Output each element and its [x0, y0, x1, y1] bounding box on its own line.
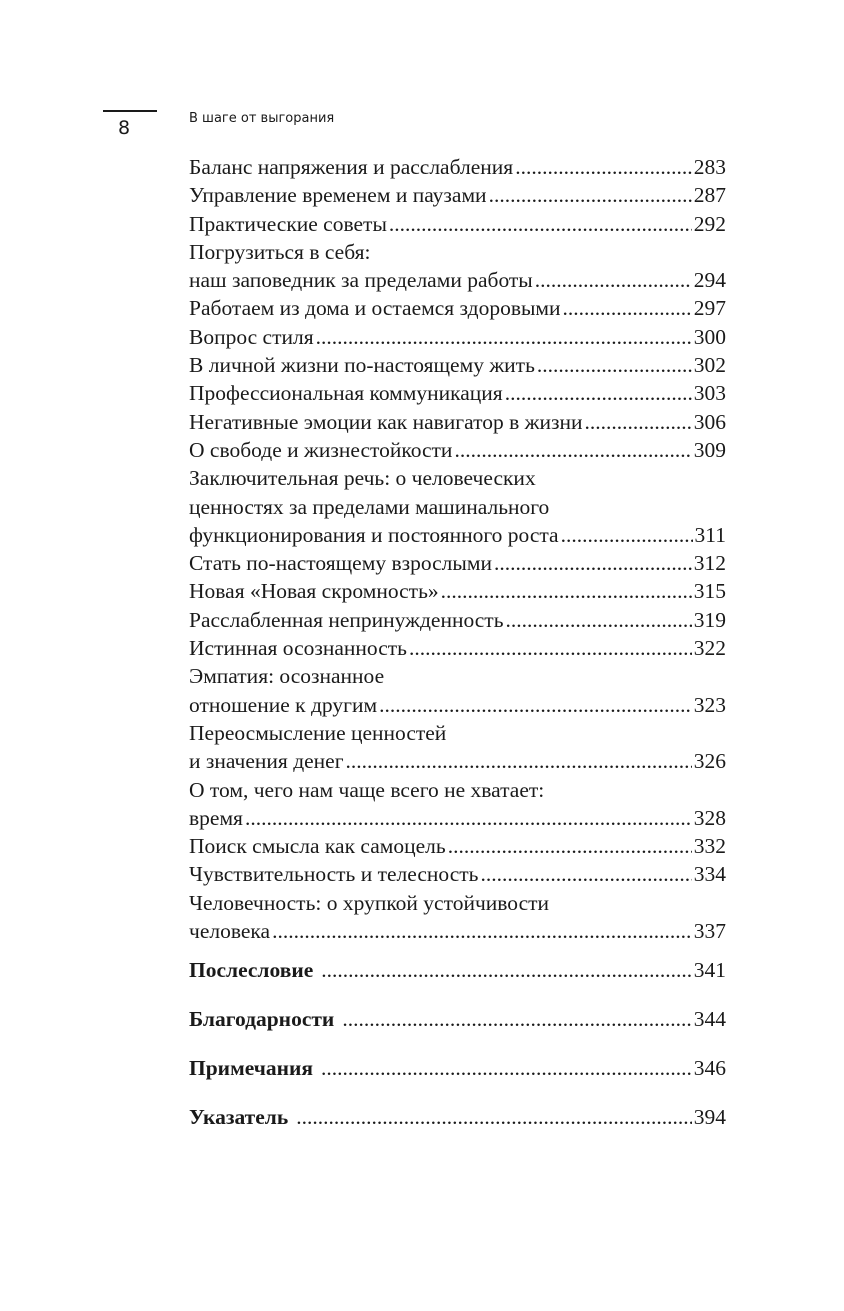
toc-entry-title: Профессиональная коммуникация — [189, 381, 503, 406]
toc-entry-title: Стать по-настоящему взрослыми — [189, 551, 492, 576]
toc-entry — [189, 549, 726, 577]
dot-leader — [342, 1005, 691, 1033]
dot-leader — [321, 1054, 692, 1082]
toc-entry-title: Управление временем и паузами — [189, 183, 487, 208]
dot-leader — [515, 153, 692, 181]
toc-entry-page: 394 — [693, 1105, 726, 1130]
toc-entry — [189, 323, 726, 351]
toc-entry-page: 312 — [693, 551, 726, 576]
dot-leader — [506, 606, 692, 634]
toc-entry — [189, 776, 726, 833]
toc-entry-page: 322 — [693, 636, 726, 661]
table-of-contents — [189, 153, 726, 1141]
dot-leader — [480, 860, 691, 888]
toc-entry-row — [189, 606, 726, 634]
toc-entry — [189, 1103, 726, 1141]
dot-leader — [561, 521, 693, 549]
toc-entry-title: Благодарности — [189, 1007, 335, 1032]
toc-entry-row — [189, 1103, 726, 1131]
toc-entry-page: 287 — [693, 183, 726, 208]
toc-entry-row — [189, 577, 726, 605]
dot-leader — [321, 956, 692, 984]
toc-entry-page: 326 — [693, 749, 726, 774]
toc-entry-title-line: ценностях за пределами машинального — [189, 494, 550, 519]
toc-entry — [189, 181, 726, 209]
toc-entry-row — [189, 153, 726, 181]
toc-entry-title: Истинная осознанность — [189, 636, 407, 661]
toc-entry-page: 315 — [693, 579, 726, 604]
toc-entry — [189, 210, 726, 238]
toc-entry-page: 344 — [693, 1007, 726, 1032]
toc-entry — [189, 408, 726, 436]
toc-entry-page: 346 — [693, 1056, 726, 1081]
toc-entry-row — [189, 210, 726, 238]
toc-entry — [189, 153, 726, 181]
toc-entry-title: Новая «Новая скромность» — [189, 579, 439, 604]
toc-entry-page: 311 — [694, 522, 726, 547]
toc-entry — [189, 634, 726, 662]
dot-leader — [245, 804, 692, 832]
toc-entry-title: Поиск смысла как самоцель — [189, 834, 446, 859]
toc-entry-row — [189, 860, 726, 888]
toc-entry — [189, 606, 726, 634]
toc-entry-title: Негативные эмоции как навигатор в жизни — [189, 409, 583, 434]
toc-entry-title-line: Погрузиться в себя: — [189, 239, 371, 264]
toc-entry-title: человека — [189, 919, 271, 944]
toc-entry-title: функционирования и постоянного роста — [189, 522, 559, 547]
toc-entry-title-line: О том, чего нам чаще всего не хватает: — [189, 777, 545, 802]
toc-entry-title: наш заповедник за пределами работы — [189, 268, 533, 293]
dot-leader — [379, 691, 692, 719]
toc-entry-page: 300 — [693, 324, 726, 349]
dot-leader — [441, 577, 692, 605]
dot-leader — [448, 832, 692, 860]
running-title: В шаге от выгорания — [189, 111, 335, 126]
toc-entry-title: Послесловие — [189, 958, 314, 983]
toc-entry-title-line: Заключительная речь: о человеческих — [189, 466, 536, 491]
page-number: 8 — [118, 117, 131, 139]
dot-leader — [494, 549, 692, 577]
toc-entry-title-line: Человечность: о хрупкой устойчивости — [189, 890, 550, 915]
toc-entry-title: время — [189, 805, 243, 830]
toc-entry-title: Баланс напряжения и расслабления — [189, 155, 514, 179]
toc-entry-title-line: Эмпатия: осознанное — [189, 664, 385, 689]
toc-entry-row — [189, 436, 726, 464]
toc-entry-row — [189, 956, 726, 984]
toc-entry — [189, 832, 726, 860]
toc-entry — [189, 436, 726, 464]
toc-entry-page: 283 — [693, 155, 726, 179]
toc-entry-title: Примечания — [189, 1056, 314, 1081]
toc-entry — [189, 379, 726, 407]
toc-entry-title: Практические советы — [189, 211, 387, 236]
toc-entry — [189, 662, 726, 719]
toc-entry-title: и значения денег — [189, 749, 344, 774]
toc-entry-page: 309 — [693, 437, 726, 462]
dot-leader — [409, 634, 692, 662]
dot-leader — [346, 747, 692, 775]
dot-leader — [489, 181, 692, 209]
toc-entry-row — [189, 832, 726, 860]
dot-leader — [272, 917, 692, 945]
toc-entry-title-line: Переосмысление ценностей — [189, 720, 447, 745]
toc-entry-page: 303 — [693, 381, 726, 406]
toc-entry-row — [189, 691, 726, 719]
toc-entry — [189, 1005, 726, 1043]
toc-entry-page: 292 — [693, 211, 726, 236]
toc-entry-row — [189, 747, 726, 775]
toc-entry-row — [189, 1005, 726, 1033]
dot-leader — [535, 266, 692, 294]
toc-entry — [189, 238, 726, 295]
toc-entry-title: Чувствительность и телесность — [189, 862, 479, 887]
toc-entry — [189, 889, 726, 946]
toc-entry-page: 328 — [693, 805, 726, 830]
dot-leader — [316, 323, 692, 351]
toc-entry-page: 294 — [693, 268, 726, 293]
toc-entry-page: 319 — [693, 607, 726, 632]
toc-entry — [189, 294, 726, 322]
toc-entry-row — [189, 1054, 726, 1082]
toc-entry-page: 341 — [693, 958, 726, 983]
toc-entry-title: Работаем из дома и остаемся здоровыми — [189, 296, 561, 321]
toc-entry-page: 297 — [693, 296, 726, 321]
toc-entry-page: 337 — [693, 919, 726, 944]
toc-entry-page: 323 — [693, 692, 726, 717]
toc-entry-title: В личной жизни по-настоящему жить — [189, 353, 535, 378]
toc-entry — [189, 1054, 726, 1092]
toc-entry-row — [189, 181, 726, 209]
toc-entry-row — [189, 266, 726, 294]
toc-entry — [189, 351, 726, 379]
dot-leader — [563, 294, 692, 322]
dot-leader — [537, 351, 692, 379]
toc-entry — [189, 577, 726, 605]
dot-leader — [389, 210, 692, 238]
toc-entry-page: 334 — [693, 862, 726, 887]
toc-entry — [189, 956, 726, 994]
dot-leader — [505, 379, 692, 407]
toc-entry-title: Расслабленная непринужденность — [189, 607, 504, 632]
toc-entry-row — [189, 323, 726, 351]
toc-entry — [189, 719, 726, 776]
toc-entry-title: Указатель — [189, 1105, 289, 1130]
toc-entry-row — [189, 804, 726, 832]
toc-entry — [189, 860, 726, 888]
toc-entry-page: 332 — [693, 834, 726, 859]
toc-entry-row — [189, 521, 726, 549]
toc-entry — [189, 464, 726, 549]
toc-entry-row — [189, 379, 726, 407]
toc-entry-page: 302 — [693, 353, 726, 378]
toc-entry-row — [189, 549, 726, 577]
dot-leader — [296, 1103, 692, 1131]
header-rule — [103, 110, 157, 112]
toc-entry-row — [189, 294, 726, 322]
dot-leader — [584, 408, 691, 436]
toc-entry-title: отношение к другим — [189, 692, 378, 717]
dot-leader — [454, 436, 691, 464]
toc-entry-row — [189, 408, 726, 436]
toc-entry-page: 306 — [693, 409, 726, 434]
toc-entry-title: О свободе и жизнестойкости — [189, 437, 453, 462]
toc-entry-row — [189, 634, 726, 662]
toc-entry-title: Вопрос стиля — [189, 324, 314, 349]
toc-entry-row — [189, 351, 726, 379]
toc-entry-row — [189, 917, 726, 945]
